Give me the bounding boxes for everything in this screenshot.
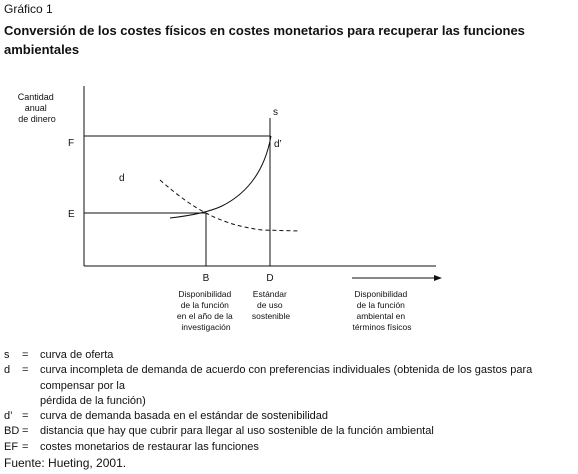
legend-row-BD <box>4 424 575 439</box>
equals-sign: = <box>22 440 29 453</box>
legend-symbol: s <box>4 349 10 361</box>
caption-B: Disponibilidad de la función en el año de la investigación <box>176 289 233 332</box>
legend-symbol: BD <box>4 425 20 438</box>
legend-symbol: d’ <box>4 410 13 423</box>
source-note: Fuente: Hueting, 2001. <box>4 456 127 470</box>
figure-title: Conversión de los costes físicos en costes monetarios para recuperar las funciones ambientales <box>4 23 525 57</box>
equals-sign: = <box>22 364 29 377</box>
legend-text: costes monetarios de restaurar las funciones <box>40 440 259 453</box>
legend-symbol: EF <box>4 440 19 453</box>
legend-text: curva de oferta <box>40 349 114 361</box>
legend-row-d <box>4 363 575 394</box>
equals-sign: = <box>22 410 29 423</box>
figure-number: Gráfico 1 <box>4 2 53 16</box>
label-d-prime: d’ <box>274 139 282 150</box>
x-tick-B: B <box>202 273 210 284</box>
y-tick-E: E <box>68 209 75 220</box>
x-tick-D: D <box>266 273 274 284</box>
legend-row-d-prime <box>4 409 575 424</box>
legend-row-s <box>4 348 575 363</box>
legend-row-d-continuation: pérdida de la función) <box>40 394 146 407</box>
y-tick-F: F <box>68 138 75 149</box>
legend-text: curva de demanda basada en el estándar de sostenibilidad <box>40 410 329 423</box>
caption-D: Estándar de uso sostenible <box>251 289 291 321</box>
legend <box>4 348 575 455</box>
arrowhead-icon <box>434 275 442 281</box>
y-axis-label: Cantidad anual de dinero <box>17 92 56 124</box>
label-d: d <box>119 173 125 184</box>
demand-curve-d <box>160 180 300 231</box>
equals-sign: = <box>22 349 29 361</box>
legend-text: curva incompleta de demanda de acuerdo con preferencias individuales (obtenida de los gastos para compensar por la <box>40 364 533 392</box>
legend-text: distancia que hay que cubrir para llegar al uso sostenible de la función ambiental <box>40 425 434 438</box>
x-axis-label: Disponibilidad de la función ambiental en términos físicos <box>352 289 412 332</box>
legend-row-EF <box>4 440 575 455</box>
legend-symbol: d <box>4 364 11 377</box>
equals-sign: = <box>22 425 29 438</box>
supply-curve <box>170 136 271 218</box>
label-s: s <box>273 107 278 118</box>
